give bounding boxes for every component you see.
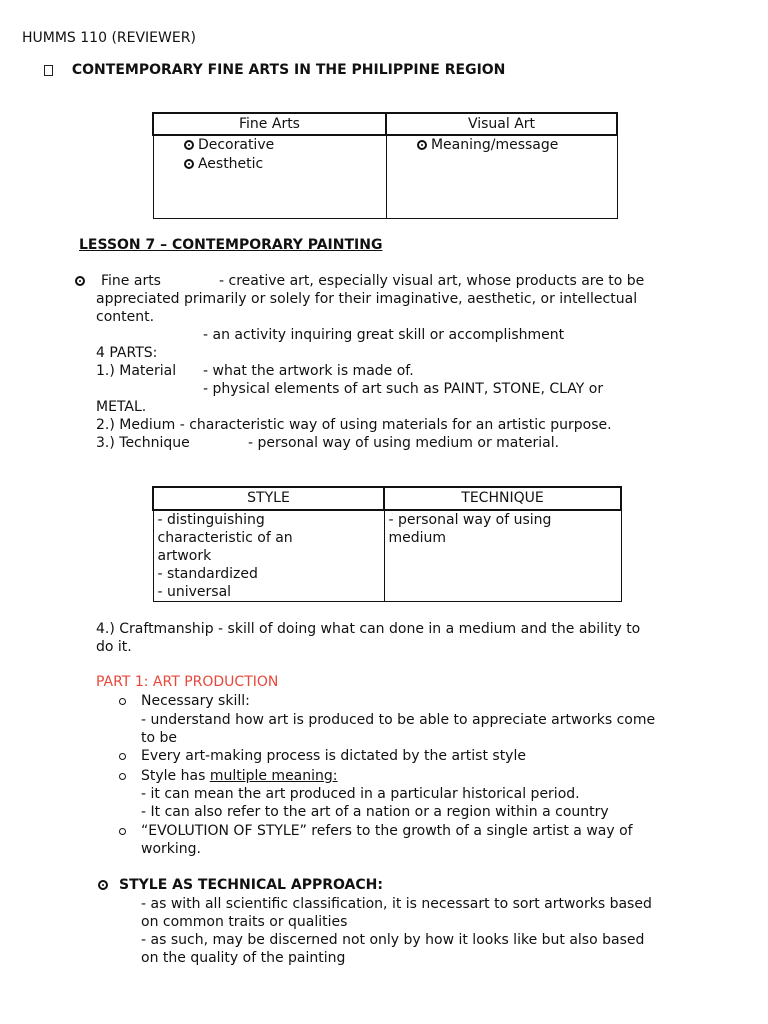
target-bullet-icon bbox=[184, 159, 194, 169]
part-technique-label: 3.) Technique bbox=[96, 435, 190, 451]
part-material-def1: - what the artwork is made of. bbox=[203, 363, 414, 379]
section-title: CONTEMPORARY FINE ARTS IN THE PHILIPPINE REGION bbox=[71, 62, 506, 78]
part-material-label: 1.) Material bbox=[96, 363, 177, 379]
style-approach-line3: - as such, may be discerned not only by how it looks like but also based bbox=[141, 932, 645, 948]
part1-title: PART 1: ART PRODUCTION bbox=[96, 674, 279, 690]
part-medium: 2.) Medium - characteristic way of using materials for an artistic purpose. bbox=[96, 417, 612, 433]
part1-item-style-meaning: Style has multiple meaning: bbox=[141, 768, 338, 784]
style-technique-table bbox=[152, 486, 622, 602]
list-item: - standardized bbox=[157, 566, 258, 582]
list-item: artwork bbox=[157, 548, 212, 564]
part1-item-process: Every art-making process is dictated by the artist style bbox=[141, 748, 526, 764]
circle-bullet-icon bbox=[119, 822, 126, 840]
part1-item-style-sub2: - It can also refer to the art of a nation or a region within a country bbox=[141, 804, 609, 820]
fine-arts-term: Fine arts bbox=[101, 273, 161, 289]
table-cell-fine-arts bbox=[153, 135, 386, 219]
square-bullet-icon bbox=[44, 65, 53, 76]
craftsmanship-line2: do it. bbox=[96, 639, 132, 655]
part1-item-evolution-cont: working. bbox=[141, 841, 201, 857]
part-material-def2-cont: METAL. bbox=[96, 399, 147, 415]
part1-item-skill-sub1: - understand how art is produced to be able to appreciate artworks come bbox=[141, 712, 656, 728]
part1-item-evolution: “EVOLUTION OF STYLE” refers to the growth of a single artist a way of bbox=[141, 823, 633, 839]
list-item: - universal bbox=[157, 584, 232, 600]
style-approach-bullet bbox=[98, 876, 108, 894]
part1-item-skill-sub2: to be bbox=[141, 730, 178, 746]
style-approach-line2: on common traits or qualities bbox=[141, 914, 348, 930]
list-item: Aesthetic bbox=[154, 155, 386, 174]
fine-arts-def1-end: content. bbox=[96, 309, 155, 325]
parts-heading: 4 PARTS: bbox=[96, 345, 158, 361]
style-approach-line4: on the quality of the painting bbox=[141, 950, 346, 966]
lesson-title: LESSON 7 – CONTEMPORARY PAINTING bbox=[79, 237, 383, 253]
section-heading bbox=[44, 61, 505, 79]
list-item: characteristic of an bbox=[157, 530, 293, 546]
part-technique-def: - personal way of using medium or material. bbox=[248, 435, 560, 451]
circle-bullet-icon bbox=[119, 747, 126, 765]
list-item: medium bbox=[388, 530, 447, 546]
document-title: HUMMS 110 (REVIEWER) bbox=[22, 30, 196, 46]
fine-arts-def2: - an activity inquiring great skill or accomplishment bbox=[203, 327, 565, 343]
part1-item-style-sub1: - it can mean the art produced in a particular historical period. bbox=[141, 786, 580, 802]
circle-bullet-icon bbox=[119, 767, 126, 785]
table-cell-style bbox=[153, 510, 384, 602]
target-bullet-icon bbox=[98, 880, 108, 890]
craftsmanship-line1: 4.) Craftmanship - skill of doing what can done in a medium and the ability to bbox=[96, 621, 641, 637]
table-header-style: STYLE bbox=[153, 487, 384, 510]
list-item: - distinguishing bbox=[157, 512, 265, 528]
table-cell-visual-art bbox=[386, 135, 617, 219]
table-header-technique: TECHNIQUE bbox=[384, 487, 621, 510]
list-item: Meaning/message bbox=[387, 136, 617, 155]
fine-vs-visual-table bbox=[152, 112, 618, 219]
style-approach-title: STYLE AS TECHNICAL APPROACH: bbox=[119, 877, 383, 893]
list-item: - personal way of using bbox=[388, 512, 552, 528]
fine-arts-def1: - creative art, especially visual art, whose products are to be bbox=[219, 273, 645, 289]
table-cell-technique bbox=[384, 510, 621, 602]
list-item: Decorative bbox=[154, 136, 386, 155]
part-material-def2: - physical elements of art such as PAINT, STONE, CLAY or bbox=[203, 381, 604, 397]
fine-arts-bullet bbox=[75, 272, 85, 290]
target-bullet-icon bbox=[184, 140, 194, 150]
part1-item-skill: Necessary skill: bbox=[141, 693, 250, 709]
fine-arts-def1-cont: appreciated primarily or solely for their imaginative, aesthetic, or intellectual bbox=[96, 291, 638, 307]
circle-bullet-icon bbox=[119, 692, 126, 710]
table-header-visual-art: Visual Art bbox=[386, 113, 617, 135]
target-bullet-icon bbox=[75, 276, 85, 286]
style-approach-line1: - as with all scientific classification, it is necessart to sort artworks based bbox=[141, 896, 652, 912]
table-header-fine-arts: Fine Arts bbox=[153, 113, 386, 135]
target-bullet-icon bbox=[417, 140, 427, 150]
